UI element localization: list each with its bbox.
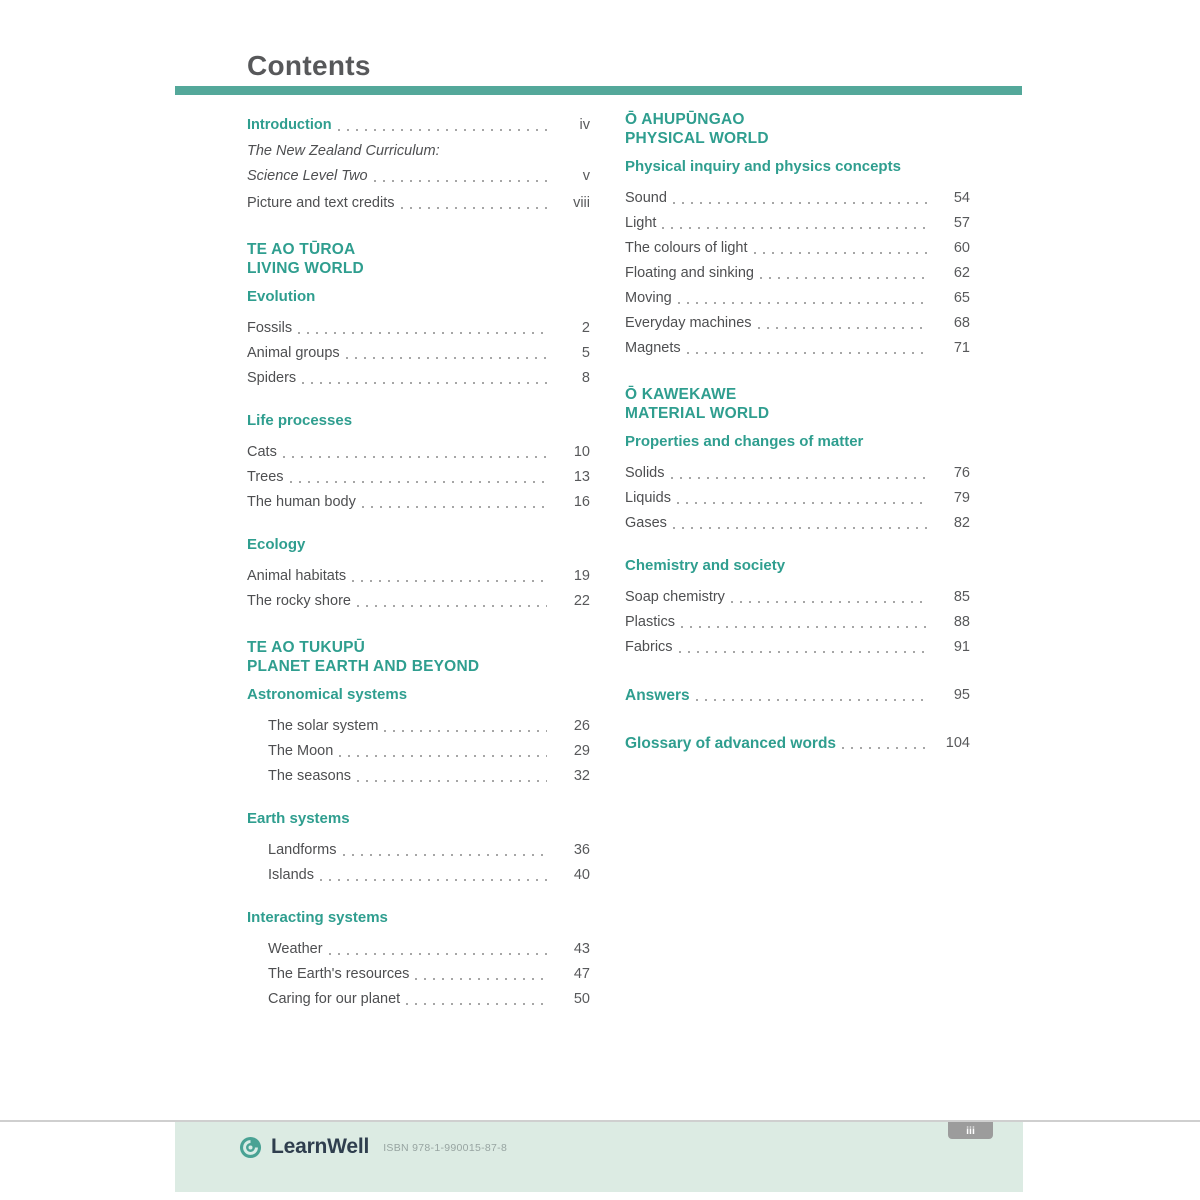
dotted-leader xyxy=(352,580,547,582)
dotted-leader xyxy=(290,481,547,483)
toc-entry-label: Magnets xyxy=(625,340,681,356)
page-title: Contents xyxy=(247,50,371,81)
toc-entry xyxy=(247,338,590,363)
toc-entry xyxy=(625,258,970,283)
section-heading-line: PLANET EARTH AND BEYOND xyxy=(247,658,480,675)
toc-entry-page: 10 xyxy=(573,444,590,460)
toc-entry-page: 85 xyxy=(953,589,970,605)
toc-entry-page: 62 xyxy=(953,265,970,281)
toc-entry-page: 68 xyxy=(953,315,970,331)
toc-entry-page: 29 xyxy=(573,743,590,759)
toc-entry-page: 82 xyxy=(953,515,970,531)
toc-entry-page: v xyxy=(582,168,590,184)
toc-entry xyxy=(247,437,590,462)
toc-entry-label: Plastics xyxy=(625,614,675,630)
toc-entry-page: 57 xyxy=(953,215,970,231)
toc-entry xyxy=(625,632,970,657)
isbn-text: ISBN 978-1-990015-87-8 xyxy=(383,1142,508,1154)
dotted-leader xyxy=(302,382,547,384)
toc-entry-page: 76 xyxy=(953,465,970,481)
dotted-leader xyxy=(384,730,547,732)
toc-entry-page: 50 xyxy=(573,991,590,1007)
footer-band xyxy=(175,1122,1023,1192)
toc-entry xyxy=(247,313,590,338)
toc-entry xyxy=(625,233,970,258)
title-rule xyxy=(175,86,1022,95)
dotted-leader xyxy=(283,456,547,458)
page-number-badge: iii xyxy=(948,1122,993,1139)
toc-entry xyxy=(625,208,970,233)
toc-entry xyxy=(625,458,970,483)
toc-entry xyxy=(247,586,590,611)
toc-entry-label: The Moon xyxy=(268,743,334,759)
toc-entry xyxy=(247,188,590,213)
toc-entry-label: The Earth's resources xyxy=(268,966,410,982)
dotted-leader xyxy=(662,227,927,229)
dotted-leader xyxy=(320,879,547,881)
toc-entry-label: Glossary of advanced words xyxy=(625,735,837,752)
toc-entry xyxy=(247,711,590,736)
subheading: Earth systems xyxy=(247,810,350,827)
toc-entry xyxy=(247,984,590,1009)
toc-entry-page: 16 xyxy=(573,494,590,510)
subheading: Ecology xyxy=(247,536,306,553)
dotted-leader xyxy=(678,302,927,304)
toc-entry-page: 88 xyxy=(953,614,970,630)
toc-entry-label: Introduction xyxy=(247,117,332,133)
dotted-leader xyxy=(406,1003,547,1005)
toc-entry xyxy=(625,607,970,632)
section-heading xyxy=(247,240,590,278)
dotted-leader xyxy=(687,352,927,354)
subheading: Life processes xyxy=(247,412,353,429)
toc-entry xyxy=(247,860,590,885)
toc-entry-page: 43 xyxy=(573,941,590,957)
spiral-icon xyxy=(239,1136,262,1159)
section-heading-line: Ō AHUPŪNGAO xyxy=(625,111,745,128)
toc-entry-label: Weather xyxy=(268,941,323,957)
dotted-leader xyxy=(329,953,547,955)
toc-entry-page: 26 xyxy=(573,718,590,734)
toc-entry-page: 47 xyxy=(573,966,590,982)
toc-entry-label: Animal groups xyxy=(247,345,340,361)
dotted-leader xyxy=(339,755,547,757)
section-heading xyxy=(247,638,590,676)
toc-entry-label: The colours of light xyxy=(625,240,748,256)
learnwell-logo xyxy=(239,1135,507,1159)
toc-entry-page: 60 xyxy=(953,240,970,256)
toc-entry-label: Trees xyxy=(247,469,284,485)
toc-entry-page: 8 xyxy=(581,370,590,386)
dotted-leader xyxy=(671,477,928,479)
dotted-leader xyxy=(374,180,547,182)
dotted-leader xyxy=(338,129,547,131)
toc-entry-label: Liquids xyxy=(625,490,671,506)
toc-entry-page: 104 xyxy=(945,735,970,751)
dotted-leader xyxy=(357,780,547,782)
toc-entry-label: Animal habitats xyxy=(247,568,347,584)
subheading: Astronomical systems xyxy=(247,686,408,703)
toc-entry-page: iv xyxy=(579,117,590,133)
toc-entry-label: Caring for our planet xyxy=(268,991,401,1007)
dotted-leader xyxy=(298,332,547,334)
dotted-leader xyxy=(760,277,927,279)
dotted-leader xyxy=(415,978,547,980)
toc-entry xyxy=(247,487,590,512)
dotted-leader xyxy=(357,605,547,607)
toc-entry-label: Sound xyxy=(625,190,667,206)
toc-entry-label: The human body xyxy=(247,494,356,510)
dotted-leader xyxy=(696,699,927,701)
toc-entry xyxy=(247,462,590,487)
toc-entry-label: Gases xyxy=(625,515,667,531)
toc-entry-label: Soap chemistry xyxy=(625,589,725,605)
subheading: Chemistry and society xyxy=(625,557,786,574)
toc-entry xyxy=(625,308,970,333)
toc-entry xyxy=(625,728,970,753)
toc-entry-label: Everyday machines xyxy=(625,315,752,331)
toc-entry-label: Fabrics xyxy=(625,639,673,655)
toc-entry-page: 13 xyxy=(573,469,590,485)
toc-entry-page: 65 xyxy=(953,290,970,306)
dotted-leader xyxy=(758,327,927,329)
toc-entry-label: Floating and sinking xyxy=(625,265,754,281)
toc-entry-label: Landforms xyxy=(268,842,337,858)
toc-entry-label: Cats xyxy=(247,444,277,460)
subheading: Properties and changes of matter xyxy=(625,433,864,450)
section-heading-line: TE AO TŪROA xyxy=(247,241,356,258)
toc-entry-label: Spiders xyxy=(247,370,297,386)
subheading: Interacting systems xyxy=(247,909,388,926)
subheading: Evolution xyxy=(247,288,316,305)
section-heading-line: TE AO TUKUPŪ xyxy=(247,639,366,656)
toc-entry-label: Solids xyxy=(625,465,665,481)
toc-entry-label: The seasons xyxy=(268,768,352,784)
dotted-leader xyxy=(343,854,547,856)
toc-entry-page: 54 xyxy=(953,190,970,206)
dotted-leader xyxy=(677,502,927,504)
dotted-leader xyxy=(673,202,927,204)
toc-entry xyxy=(625,582,970,607)
toc-entry xyxy=(247,561,590,586)
toc-entry xyxy=(247,835,590,860)
section-heading-line: Ō KAWEKAWE xyxy=(625,386,737,403)
dotted-leader xyxy=(673,527,927,529)
toc-entry xyxy=(247,761,590,786)
toc-entry-page: 22 xyxy=(573,593,590,609)
toc-entry-label: The rocky shore xyxy=(247,593,351,609)
dotted-leader xyxy=(346,357,547,359)
toc-entry-line1: The New Zealand Curriculum: xyxy=(247,143,440,159)
toc-entry-label: Picture and text credits xyxy=(247,195,395,211)
toc-entry-page: 36 xyxy=(573,842,590,858)
toc-column-right xyxy=(625,110,970,753)
toc-entry xyxy=(247,934,590,959)
dotted-leader xyxy=(754,252,927,254)
toc-entry-page: 5 xyxy=(581,345,590,361)
toc-entry-page: 2 xyxy=(581,320,590,336)
toc-entry-label: The solar system xyxy=(268,718,379,734)
toc-entry xyxy=(247,736,590,761)
toc-entry xyxy=(625,283,970,308)
toc-entry-page: 79 xyxy=(953,490,970,506)
dotted-leader xyxy=(401,207,548,209)
toc-entry-page: 32 xyxy=(573,768,590,784)
toc-entry xyxy=(625,680,970,705)
subheading: Physical inquiry and physics concepts xyxy=(625,158,901,175)
section-heading-line: LIVING WORLD xyxy=(247,260,364,277)
toc-column-left xyxy=(247,110,590,1009)
dotted-leader xyxy=(681,626,927,628)
toc-entry-page: 19 xyxy=(573,568,590,584)
toc-entry-label: Answers xyxy=(625,687,690,704)
dotted-leader xyxy=(362,506,547,508)
toc-entry-label: Islands xyxy=(268,867,314,883)
toc-entry-page: 71 xyxy=(953,340,970,356)
toc-entry xyxy=(247,110,590,135)
toc-entry-twoline xyxy=(247,141,590,186)
toc-entry xyxy=(625,183,970,208)
dotted-leader xyxy=(842,747,927,749)
toc-entry-label: Light xyxy=(625,215,657,231)
toc-entry xyxy=(247,363,590,388)
toc-entry-label: Fossils xyxy=(247,320,293,336)
brand-name: LearnWell xyxy=(271,1135,370,1158)
toc-entry-page: 40 xyxy=(573,867,590,883)
toc-entry-label: Science Level Two xyxy=(247,168,368,184)
toc-entry xyxy=(625,483,970,508)
section-heading xyxy=(625,110,970,148)
toc-entry xyxy=(625,508,970,533)
dotted-leader xyxy=(679,651,927,653)
section-heading xyxy=(625,385,970,423)
toc-entry-page: 95 xyxy=(953,687,970,703)
toc-entry-page: 91 xyxy=(953,639,970,655)
toc-entry-label: Moving xyxy=(625,290,672,306)
toc-entry-page: viii xyxy=(573,195,590,211)
toc-entry xyxy=(625,333,970,358)
section-heading-line: MATERIAL WORLD xyxy=(625,405,770,422)
toc-entry xyxy=(247,959,590,984)
section-heading-line: PHYSICAL WORLD xyxy=(625,130,769,147)
toc-entry xyxy=(247,161,590,186)
dotted-leader xyxy=(731,601,927,603)
